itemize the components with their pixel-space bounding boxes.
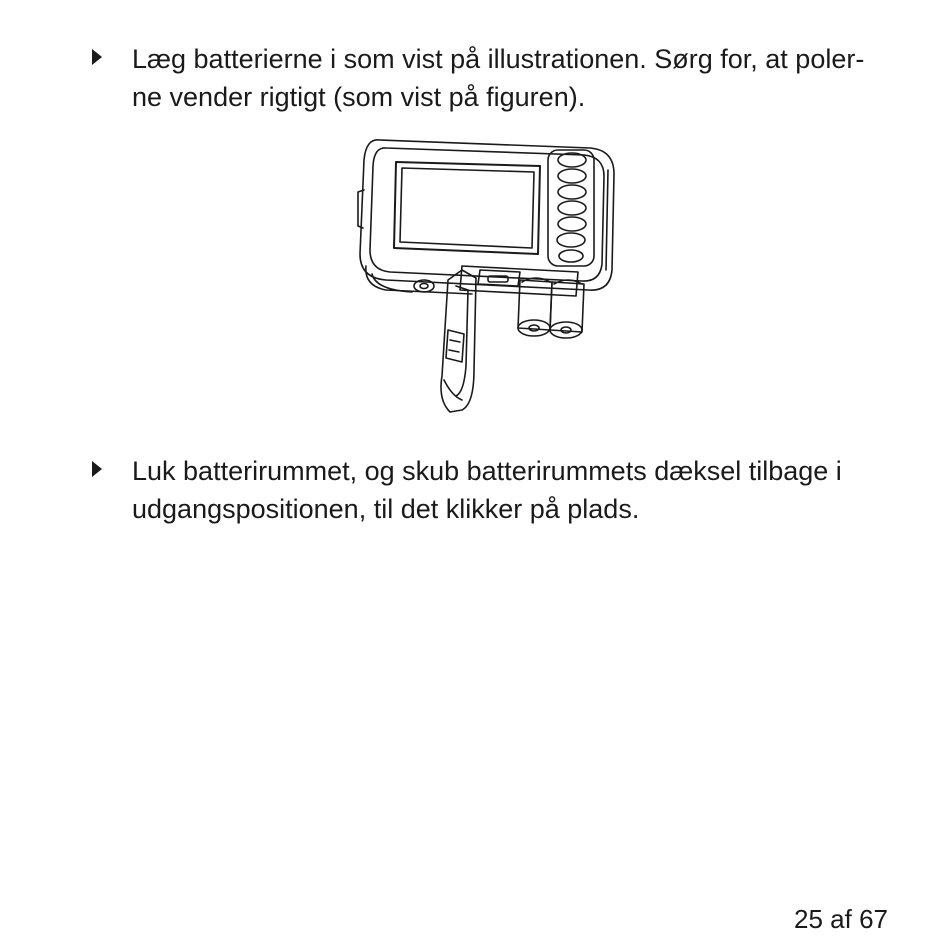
page-number: 25 af 67 — [794, 904, 888, 934]
instruction-line: udgangspositionen, til det klikker på plads. — [132, 494, 640, 524]
instruction-text — [132, 452, 892, 528]
instruction-line: Luk batterirummet, og skub batterirummets dæksel tilbage i — [132, 456, 842, 486]
bullet-arrow-icon — [92, 461, 102, 477]
bullet-arrow-icon — [92, 49, 102, 65]
instruction-line: ne vender rigtigt (som vist på figuren). — [132, 82, 586, 112]
instruction-line: Læg batterierne i som vist på illustrationen. Sørg for, at poler- — [132, 44, 865, 74]
camera-battery-illustration-icon — [352, 130, 622, 415]
instruction-text — [132, 40, 892, 116]
